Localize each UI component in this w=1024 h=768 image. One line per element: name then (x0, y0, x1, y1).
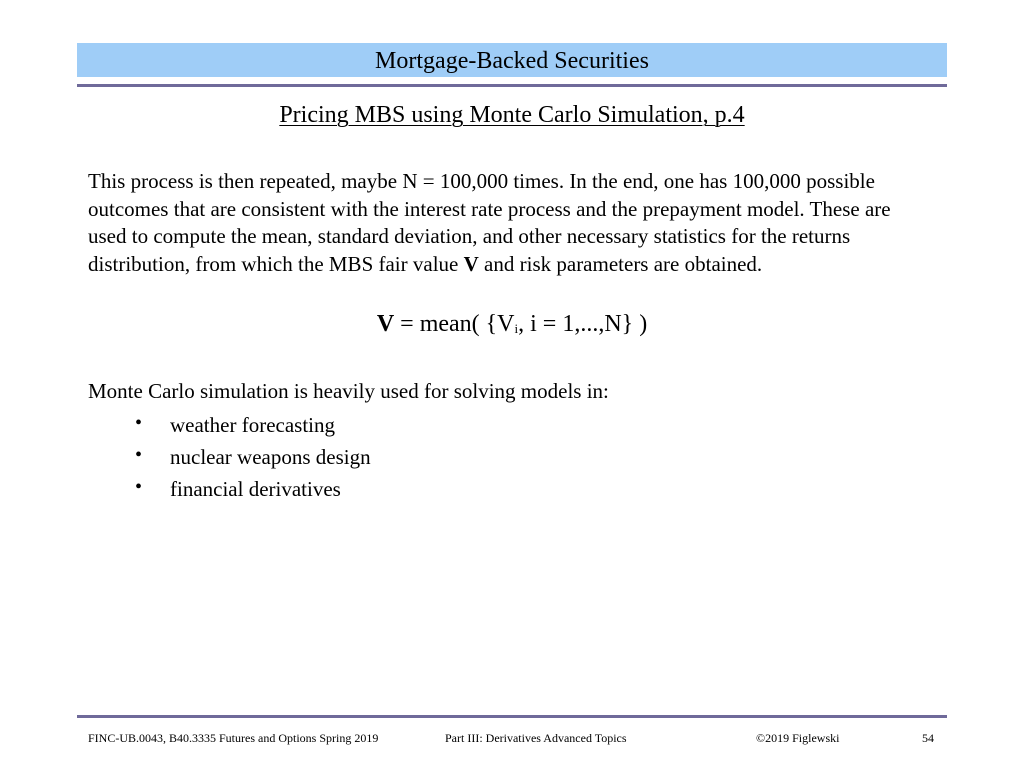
body-paragraph (88, 168, 928, 278)
slide-title: Mortgage-Backed Securities (375, 48, 649, 74)
paragraph-bold-v: V (463, 251, 479, 276)
list-item (135, 410, 371, 442)
value-formula (0, 311, 1024, 338)
slide-subtitle: Pricing MBS using Monte Carlo Simulation, p.4 (279, 102, 745, 128)
list-item (135, 442, 371, 474)
footer-course: FINC-UB.0043, B40.3335 Futures and Options Spring 2019 (88, 731, 379, 745)
formula-eq: = mean( {V (394, 311, 515, 337)
list-item-label: nuclear weapons design (170, 445, 371, 469)
page-number: 54 (922, 731, 934, 745)
formula-subscript: i (514, 321, 519, 336)
list-item (135, 474, 371, 506)
footer-copyright: ©2019 Figlewski (756, 731, 840, 745)
paragraph-text-1: This process is then repeated, maybe N = 100,000 times. In the end, one has 100,000 possible outcomes that are consistent with the interest rate process and the prepayment model. These are used to compute the mean, standard deviation, and other necessary statistics for the returns distribution, from which the MBS fair value (88, 169, 891, 276)
slide-title-bar (77, 43, 947, 77)
footer-divider (77, 715, 947, 718)
list-item-label: financial derivatives (170, 477, 341, 501)
bullet-icon: • (135, 444, 143, 466)
footer-part: Part III: Derivatives Advanced Topics (445, 731, 627, 745)
bullet-icon: • (135, 412, 143, 434)
uses-list (135, 410, 371, 506)
header-divider (77, 84, 947, 87)
paragraph-text-2: and risk parameters are obtained. (478, 251, 763, 276)
bullet-icon: • (135, 476, 143, 498)
formula-rest: , i = 1,...,N} ) (518, 311, 648, 337)
list-item-label: weather forecasting (170, 413, 335, 437)
formula-lhs: V (376, 311, 395, 337)
uses-intro: Monte Carlo simulation is heavily used for solving models in: (88, 379, 609, 403)
